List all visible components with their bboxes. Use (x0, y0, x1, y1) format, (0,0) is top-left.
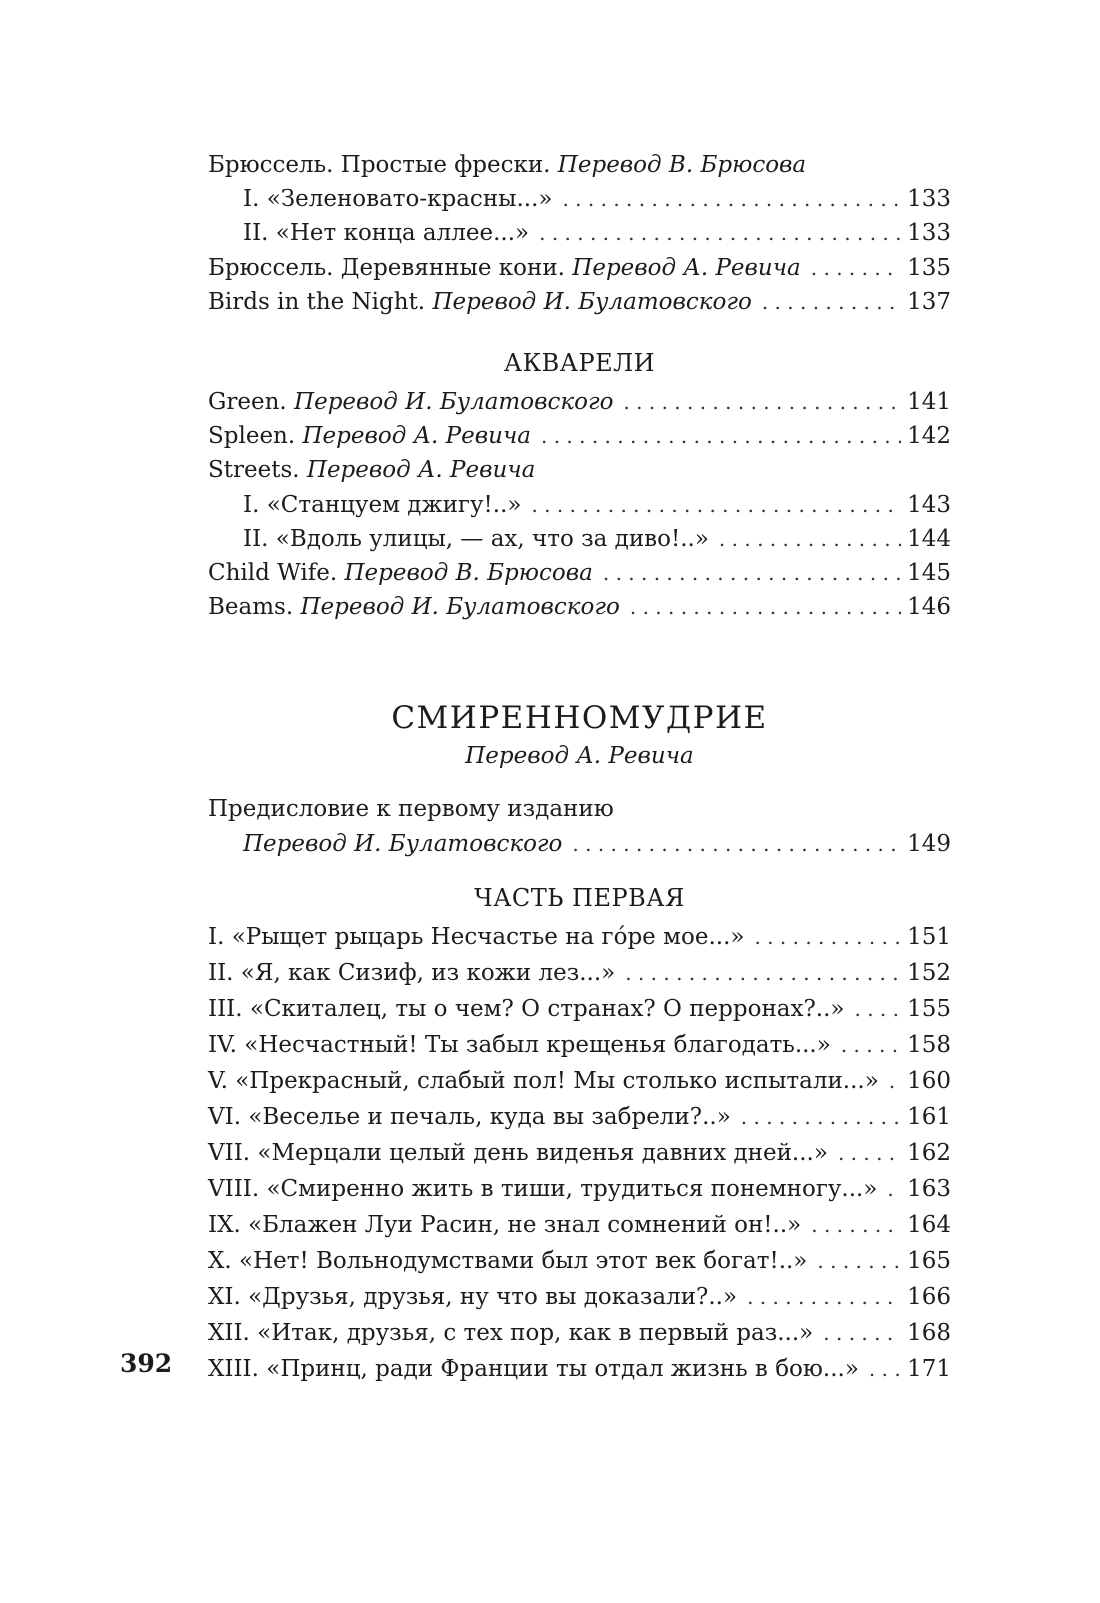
section-title: СМИРЕННОМУДРИЕ (391, 700, 768, 737)
entry-page: 144 (907, 525, 951, 552)
entry-title-text: I. «Станцуем джигу!..» (243, 491, 522, 518)
table-of-contents (208, 148, 951, 1387)
toc-entry (208, 1207, 951, 1243)
entry-title-text: IV. «Несчастный! Ты забыл крещенья благодать...» (208, 1032, 831, 1059)
entry-page: 168 (907, 1320, 951, 1347)
entry-title (208, 919, 744, 955)
entry-title (208, 1207, 801, 1243)
toc-entry (208, 1351, 951, 1387)
toc-entry (208, 590, 951, 624)
entry-title-text: VII. «Мерцали целый день виденья давних дней...» (208, 1140, 828, 1167)
preface-entry (208, 792, 951, 861)
toc-entry (208, 285, 951, 319)
entry-title-text: Брюссель. Простые фрески. (208, 152, 558, 178)
preface-translator-line (208, 827, 951, 862)
leader-dots (762, 285, 901, 319)
entry-page: 158 (907, 1032, 951, 1059)
entry-title (208, 385, 613, 419)
entry-title-text: X. «Нет! Вольнодумствами был этот век богат!..» (208, 1248, 808, 1275)
page-number: 392 (120, 1349, 173, 1378)
entry-page: 155 (907, 996, 951, 1023)
entry-title-text: II. «Я, как Сизиф, из кожи лез...» (208, 960, 616, 987)
entry-page: 161 (907, 1104, 951, 1131)
entry-page: 152 (907, 960, 951, 987)
entry-page: 164 (907, 1212, 951, 1239)
entry-title-text: XII. «Итак, друзья, с тех пор, как в первый раз...» (208, 1320, 814, 1347)
leader-dots (719, 522, 901, 556)
leader-dots (630, 590, 901, 624)
entry-title-text: Child Wife. (208, 559, 345, 586)
section-translator: Перевод А. Ревича (465, 743, 694, 770)
toc-entry (208, 1099, 951, 1135)
toc-block-aquarelles (208, 385, 951, 624)
toc-entry (208, 251, 951, 285)
leader-dots (823, 1315, 901, 1351)
leader-dots (869, 1351, 901, 1387)
toc-entry (208, 991, 951, 1027)
entry-title-text: IX. «Блажен Луи Расин, не знал сомнений он!..» (208, 1212, 802, 1239)
entry-page: 145 (907, 559, 951, 586)
preface-page: 149 (907, 830, 951, 857)
toc-entry (208, 919, 951, 955)
leader-dots (887, 1171, 901, 1207)
entry-title-text: VI. «Веселье и печаль, куда вы забрели?..» (208, 1104, 731, 1131)
toc-entry (208, 385, 951, 419)
entry-title (208, 1063, 879, 1099)
entry-title (208, 1243, 807, 1279)
toc-entry (208, 453, 951, 487)
leader-dots (854, 991, 901, 1027)
leader-dots (817, 1243, 901, 1279)
toc-entry (208, 1063, 951, 1099)
entry-title-text: Брюссель. Деревянные кони. (208, 254, 573, 281)
toc-entry (208, 1027, 951, 1063)
leader-dots (603, 556, 901, 590)
leader-dots (741, 1099, 901, 1135)
entry-translator: Перевод А. Ревича (306, 457, 536, 484)
leader-dots (562, 182, 901, 216)
entry-title (208, 1279, 737, 1315)
toc-block-part-one (208, 919, 951, 1387)
toc-block-brussels (208, 148, 951, 319)
preface-title-line (208, 792, 951, 827)
entry-title (208, 1099, 731, 1135)
toc-entry (208, 1243, 951, 1279)
entry-page: 166 (907, 1284, 951, 1311)
entry-page: 137 (907, 288, 951, 315)
entry-page: 143 (907, 491, 951, 518)
entry-title (208, 991, 844, 1027)
entry-page: 146 (907, 594, 951, 621)
entry-title-text: VIII. «Смиренно жить в тиши, трудиться понемногу...» (208, 1176, 878, 1203)
entry-translator: Перевод А. Ревича (302, 423, 531, 450)
toc-entry (208, 419, 951, 453)
entry-title-text: XIII. «Принц, ради Франции ты отдал жизнь в бою...» (208, 1356, 859, 1383)
entry-title (208, 453, 535, 487)
entry-title-text: Spleen. (208, 423, 303, 450)
toc-entry (208, 148, 951, 182)
leader-dots (889, 1063, 901, 1099)
toc-entry (208, 556, 951, 590)
entry-title-text: III. «Скиталец, ты о чем? О странах? О перронах?..» (208, 996, 845, 1023)
entry-title (243, 522, 709, 556)
entry-title (208, 251, 801, 285)
entry-page: 151 (907, 924, 951, 951)
entry-title (208, 1027, 831, 1063)
entry-title-text: I. «Зеленовато-красны...» (243, 186, 553, 213)
leader-dots (747, 1279, 901, 1315)
entry-page: 171 (907, 1356, 951, 1383)
entry-title-text: II. «Нет конца аллее...» (243, 220, 530, 247)
entry-title (243, 182, 552, 216)
entry-title-text: II. «Вдоль улицы, — ах, что за диво!..» (243, 525, 709, 552)
toc-entry (208, 1315, 951, 1351)
toc-entry (208, 955, 951, 991)
entry-page: 141 (907, 388, 951, 415)
entry-translator: Перевод В. Брюсова (557, 152, 807, 178)
entry-translator: Перевод А. Ревича (572, 254, 801, 281)
entry-page: 133 (907, 186, 951, 213)
entry-title-text: Beams. (208, 594, 301, 621)
entry-title (208, 1135, 828, 1171)
part-one-heading: ЧАСТЬ ПЕРВАЯ (474, 884, 685, 913)
leader-dots (572, 827, 901, 862)
entry-page: 133 (907, 220, 951, 247)
entry-title (208, 148, 806, 182)
entry-translator: Перевод И. Булатовского (432, 288, 752, 315)
leader-dots (539, 216, 901, 250)
toc-entry (208, 488, 951, 522)
entry-page: 165 (907, 1248, 951, 1275)
entry-title (208, 285, 752, 319)
leader-dots (811, 1207, 901, 1243)
toc-entry (208, 1171, 951, 1207)
entry-title-text: I. «Рыщет рыцарь Несчастье на гóре мое...» (208, 924, 745, 951)
entry-page: 135 (907, 254, 951, 281)
entry-title (208, 419, 531, 453)
entry-title (208, 955, 615, 991)
leader-dots (625, 955, 901, 991)
preface-translator: Перевод И. Булатовского (243, 830, 563, 857)
entry-translator: Перевод В. Брюсова (344, 559, 593, 586)
entry-title (208, 590, 620, 624)
entry-title (208, 1315, 813, 1351)
entry-title-text: XI. «Друзья, друзья, ну что вы доказали?..» (208, 1284, 738, 1311)
toc-entry (208, 1279, 951, 1315)
entry-title-text: Birds in the Night. (208, 288, 433, 315)
entry-title (243, 216, 529, 250)
leader-dots (838, 1135, 901, 1171)
entry-page: 163 (907, 1176, 951, 1203)
leader-dots (531, 488, 901, 522)
entry-title (243, 488, 521, 522)
entry-title-text: Green. (208, 388, 295, 415)
leader-dots (811, 251, 901, 285)
entry-page: 162 (907, 1140, 951, 1167)
entry-page: 142 (907, 423, 951, 450)
entry-page: 160 (907, 1068, 951, 1095)
leader-dots (541, 419, 901, 453)
toc-entry (208, 216, 951, 250)
entry-title-text: V. «Прекрасный, слабый пол! Мы столько испытали...» (208, 1068, 879, 1095)
section-heading-aquarelles: АКВАРЕЛИ (503, 348, 656, 377)
leader-dots (841, 1027, 901, 1063)
entry-title-text: Streets. (208, 457, 307, 484)
entry-translator: Перевод И. Булатовского (300, 594, 620, 621)
toc-entry (208, 182, 951, 216)
entry-title (208, 1351, 859, 1387)
leader-dots (754, 919, 901, 955)
toc-entry (208, 522, 951, 556)
entry-title (208, 556, 593, 590)
preface-title: Предисловие к первому изданию (208, 796, 614, 823)
leader-dots (623, 385, 901, 419)
entry-title (208, 1171, 877, 1207)
toc-entry (208, 1135, 951, 1171)
entry-translator: Перевод И. Булатовского (294, 388, 614, 415)
